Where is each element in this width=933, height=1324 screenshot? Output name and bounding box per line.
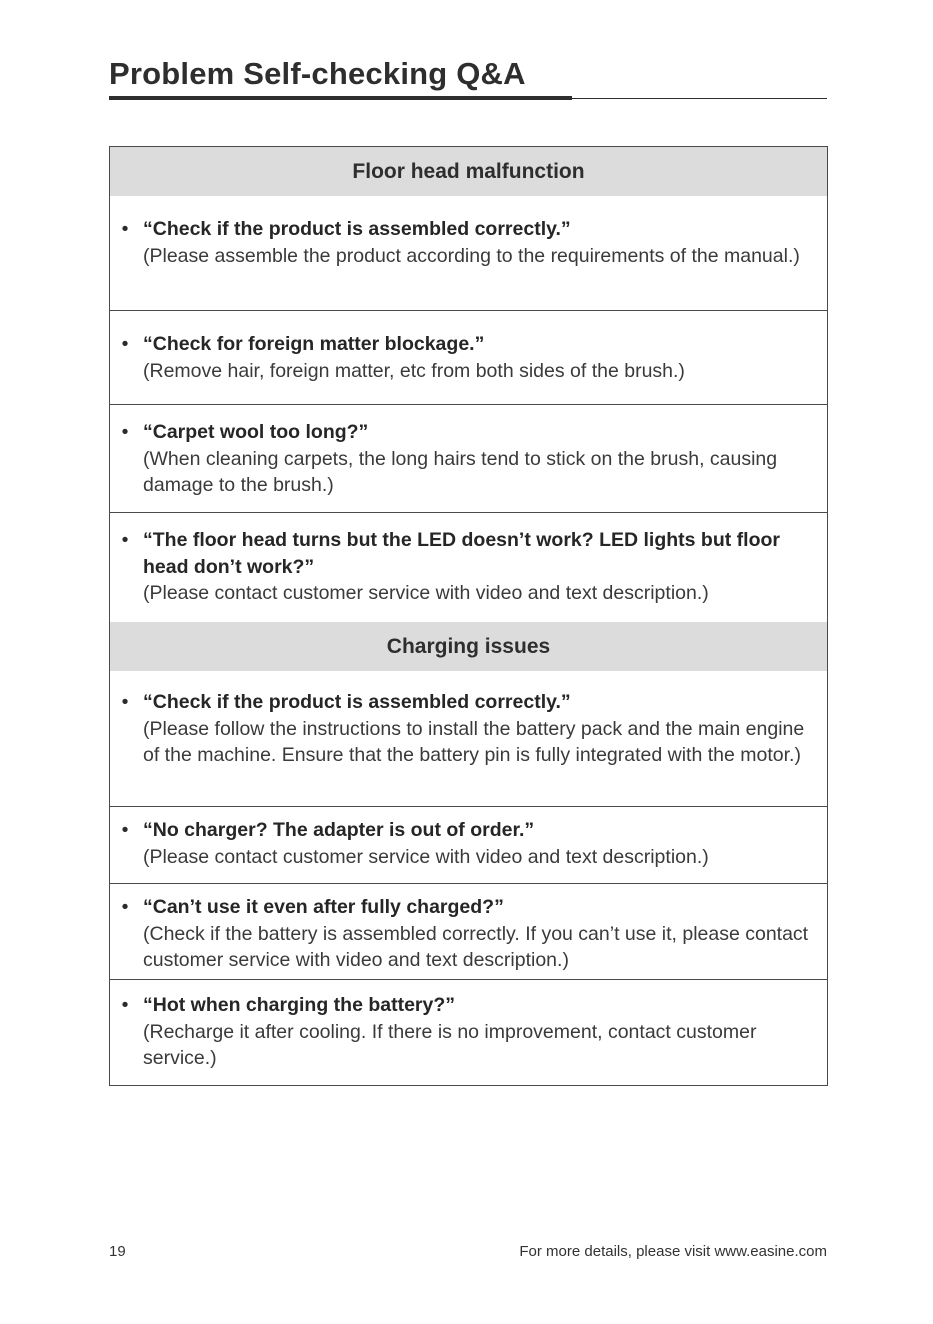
question-text: “Check for foreign matter blockage.” <box>143 333 485 355</box>
page-title: Problem Self-checking Q&A <box>109 56 526 91</box>
qa-item <box>110 512 827 622</box>
answer-text: (Remove hair, foreign matter, etc from both sides of the brush.) <box>143 359 685 382</box>
qa-item <box>110 196 827 310</box>
qa-item <box>110 883 827 979</box>
bullet: • <box>121 994 129 1016</box>
question-text: “Can’t use it even after fully charged?” <box>143 896 504 918</box>
title-underline-accent <box>109 96 572 100</box>
bullet: • <box>121 896 129 918</box>
question-text: “Check if the product is assembled correctly.” <box>143 691 571 713</box>
question-text: “The floor head turns but the LED doesn’t work? LED lights but floor head don’t work?” <box>143 529 780 578</box>
answer-text: (When cleaning carpets, the long hairs tend to stick on the brush, causing damage to the brush.) <box>143 447 778 496</box>
qa-item <box>110 404 827 512</box>
qa-item <box>110 671 827 806</box>
bullet: • <box>121 421 129 443</box>
qa-table <box>109 146 828 1086</box>
answer-text: (Please follow the instructions to install the battery pack and the main engine of the machine. Ensure that the battery pin is fully integrated with the motor.) <box>143 717 805 766</box>
bullet: • <box>121 691 129 713</box>
qa-item <box>110 806 827 883</box>
bullet: • <box>121 333 129 355</box>
bullet: • <box>121 819 129 841</box>
question-text: “Check if the product is assembled correctly.” <box>143 218 571 240</box>
question-text: “Hot when charging the battery?” <box>143 994 456 1016</box>
question-text: “No charger? The adapter is out of order.” <box>143 819 535 841</box>
answer-text: (Check if the battery is assembled correctly. If you can’t use it, please contact customer service with video and text description.) <box>143 922 809 971</box>
qa-item <box>110 310 827 404</box>
bullet: • <box>121 218 129 240</box>
section-header-floor-head <box>110 147 827 196</box>
answer-text: (Please contact customer service with video and text description.) <box>143 582 709 604</box>
question-text: “Carpet wool too long?” <box>143 421 369 443</box>
page-number: 19 <box>109 1243 126 1260</box>
section-title: Charging issues <box>386 634 551 658</box>
section-title: Floor head malfunction <box>352 159 585 183</box>
section-header-charging <box>110 622 827 671</box>
answer-text: (Please contact customer service with video and text description.) <box>143 845 709 868</box>
qa-item <box>110 979 827 1085</box>
footer-text: For more details, please visit www.easine.com <box>519 1243 827 1260</box>
answer-text: (Please assemble the product according to the requirements of the manual.) <box>143 244 800 267</box>
answer-text: (Recharge it after cooling. If there is no improvement, contact customer service.) <box>143 1020 757 1069</box>
bullet: • <box>121 529 129 551</box>
